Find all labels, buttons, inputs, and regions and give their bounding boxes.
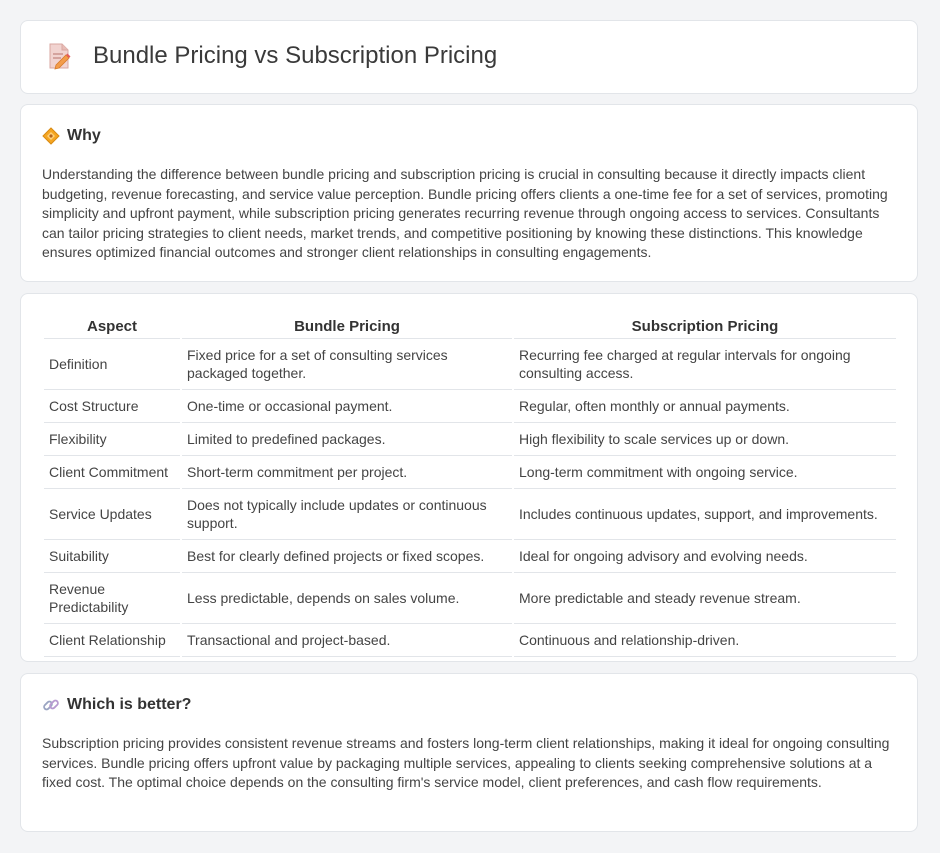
row-bundle: Limited to predefined packages.: [182, 423, 512, 456]
title-row: [47, 41, 497, 71]
why-section: [20, 104, 918, 282]
column-header-bundle: Bundle Pricing: [182, 314, 512, 339]
row-subscription: Recurring fee charged at regular intervals for ongoing consulting access.: [514, 339, 896, 390]
row-aspect: Definition: [44, 339, 180, 390]
table-row: [44, 423, 896, 456]
row-bundle: Transactional and project-based.: [182, 624, 512, 657]
better-text: Subscription pricing provides consistent revenue streams and fosters long-term client relationships, making it ideal for ongoing consulting services. Bundle pricing offers upfront value by packaging multiple services, appealing to clients seeking comprehensive solutions at a fixed cost. The optimal choice depends on the consulting firm's service model, client preferences, and cash flow requirements.: [42, 735, 890, 790]
why-text: Understanding the difference between bundle pricing and subscription pricing is crucial in consulting because it directly impacts client budgeting, revenue forecasting, and service value perception. Bundle pricing offers clients a one-time fee for a set of services, promoting simplicity and upfront payment, while subscription pricing generates recurring revenue through ongoing access to services. Consultants can tailor pricing strategies to client needs, market trends, and competitive positioning by knowing these distinctions. This knowledge ensures optimized financial outcomes and stronger client relationships in consulting engagements.: [42, 166, 888, 260]
column-header-aspect: Aspect: [44, 314, 180, 339]
table-row: [44, 339, 896, 390]
row-aspect: Client Relationship: [44, 624, 180, 657]
column-header-subscription: Subscription Pricing: [514, 314, 896, 339]
row-aspect: Flexibility: [44, 423, 180, 456]
row-bundle: Does not typically include updates or continuous support.: [182, 489, 512, 540]
row-aspect: Revenue Predictability: [44, 573, 180, 624]
row-aspect: Service Updates: [44, 489, 180, 540]
table-header-row: [44, 314, 896, 339]
table-row: [44, 489, 896, 540]
table-row: [44, 624, 896, 657]
row-subscription: Regular, often monthly or annual payments.: [514, 390, 896, 423]
better-heading: [42, 696, 191, 714]
better-heading-label: Which is better?: [67, 696, 192, 713]
row-subscription: Includes continuous updates, support, and improvements.: [514, 489, 896, 540]
row-subscription: High flexibility to scale services up or down.: [514, 423, 896, 456]
row-bundle: One-time or occasional payment.: [182, 390, 512, 423]
row-bundle: Fixed price for a set of consulting services packaged together.: [182, 339, 512, 390]
table-row: [44, 390, 896, 423]
why-heading-label: Why: [67, 127, 101, 144]
header-card: [20, 20, 918, 94]
table-row: [44, 456, 896, 489]
table-row: [44, 573, 896, 624]
diamond-icon: [42, 127, 60, 145]
row-bundle: Best for clearly defined projects or fixed scopes.: [182, 540, 512, 573]
which-is-better-section: [20, 673, 918, 832]
row-bundle: Short-term commitment per project.: [182, 456, 512, 489]
link-icon: [42, 696, 60, 714]
document-edit-icon: [47, 41, 71, 71]
row-aspect: Cost Structure: [44, 390, 180, 423]
table-row: [44, 540, 896, 573]
comparison-section: [20, 293, 918, 662]
row-aspect: Suitability: [44, 540, 180, 573]
row-aspect: Client Commitment: [44, 456, 180, 489]
row-subscription: Continuous and relationship-driven.: [514, 624, 896, 657]
why-heading: [42, 127, 101, 145]
row-subscription: More predictable and steady revenue stream.: [514, 573, 896, 624]
row-subscription: Long-term commitment with ongoing service.: [514, 456, 896, 489]
row-bundle: Less predictable, depends on sales volume.: [182, 573, 512, 624]
page-title: Bundle Pricing vs Subscription Pricing: [93, 42, 498, 69]
row-subscription: Ideal for ongoing advisory and evolving needs.: [514, 540, 896, 573]
comparison-table: [42, 314, 898, 657]
